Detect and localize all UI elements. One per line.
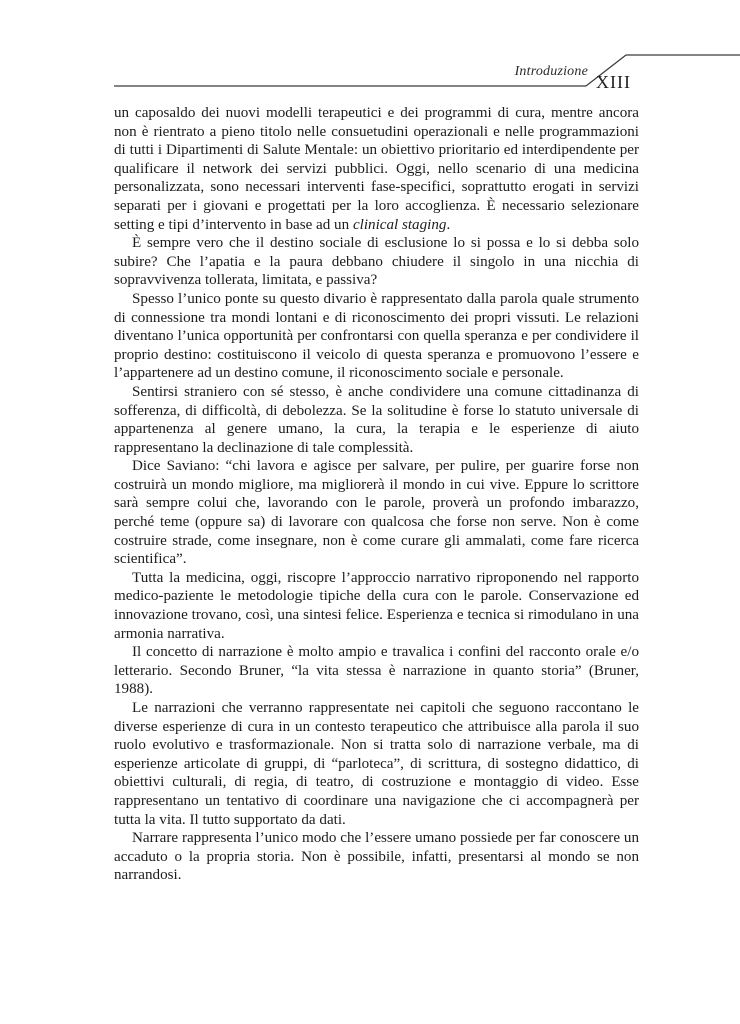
paragraph: Dice Saviano: “chi lavora e agisce per salvare, per pulire, per guarire forse non costruirà un mondo migliore, ma migliorerà il mondo in cui vive. Eppure lo scrittore sarà sempre colui che, lavorando con le parole, proverà un profondo imbarazzo, perché teme (oppure sa) di lavorare con qualcosa che forse non serve. Non è come costruire strade, come insegnare, non è come curare gli ammalati, come fare ricerca scientifica”. xyxy=(114,458,639,568)
paragraph: Tutta la medicina, oggi, riscopre l’approccio narrativo riproponendo nel rapporto medico-paziente le metodologie tipiche della cura con le parole. Conservazione ed innovazione trovano, così, una sintesi felice. Esperienza e tecnica si rimodulano in una armonia narrativa. xyxy=(114,569,639,642)
paragraph: È sempre vero che il destino sociale di esclusione lo si possa e lo si debba solo subire? Che l’apatia e la paura debbano chiudere il singolo in una nicchia di sopravvivenza tollerata, limitata, e passiva? xyxy=(114,235,639,289)
paragraph: Sentirsi straniero con sé stesso, è anche condividere una comune cittadinanza di sofferenza, di difficoltà, di debolezza. Se la solitudine è forse lo statuto universale di appartenenza al genere umano, la cura, la terapia e le esperienze di aiuto rappresentano la declinazione di tale complessità. xyxy=(114,383,639,456)
body-text xyxy=(114,104,639,885)
paragraph: Le narrazioni che verranno rappresentate nei capitoli che seguono raccontano le diverse esperienze di cura in un contesto terapeutico che attribuisce alla parola il suo ruolo evolutivo e trasformazionale. Non si tratta solo di narrazione verbale, ma di esperienze articolate di gruppi, di “parloteca”, di scrittura, di sostegno didattico, di obiettivi culturali, di regia, di teatro, di costruzione e montaggio di video. Esse rappresentano un tentativo di coordinare una navigazione che ci accompagnerà per tutta la vita. Il tutto supportato da dati. xyxy=(114,700,639,828)
paragraph: Il concetto di narrazione è molto ampio e travalica i confini del racconto orale e/o letterario. Secondo Bruner, “la vita stessa è narrazione in quanto storia” (Bruner, 1988). xyxy=(114,644,639,698)
running-title: Introduzione xyxy=(514,64,588,79)
paragraph: Narrare rappresenta l’unico modo che l’essere umano possiede per far conoscere un accaduto o la propria storia. Non è possibile, infatti, presentarsi al mondo se non narrandosi. xyxy=(114,830,639,884)
emphasis-text: clinical staging xyxy=(352,216,447,233)
paragraph: Spesso l’unico ponte su questo divario è rappresentato dalla parola quale strumento di connessione tra mondi lontani e di riconoscimento dei propri vissuti. Le relazioni diventano l’unica opportunità per confrontarsi con quella speranza e per condividere il proprio destino: costituiscono il veicolo di questa speranza e promuovono l’essere e l’appartenere ad un destino comune, il riconoscimento sociale e personale. xyxy=(114,290,639,382)
page-number: XIII xyxy=(596,72,631,92)
paragraph: un caposaldo dei nuovi modelli terapeutici e dei programmi di cura, mentre ancora non è rientrato a pieno titolo nelle consuetudini operazionali e nelle programmazioni di tutti i Dipartimenti di Salute Mentale: un obiettivo prioritario ed interdipendente per qualificare il network dei servizi pubblici. Oggi, nello scenario di una medicina personalizzata, sono necessari interventi fase-specifici, soprattutto erogati in servizi separati per i giovani e progettati per la loro accoglienza. È necessario selezionare setting e tipi d’intervento in base ad un clinical staging. xyxy=(114,105,639,233)
